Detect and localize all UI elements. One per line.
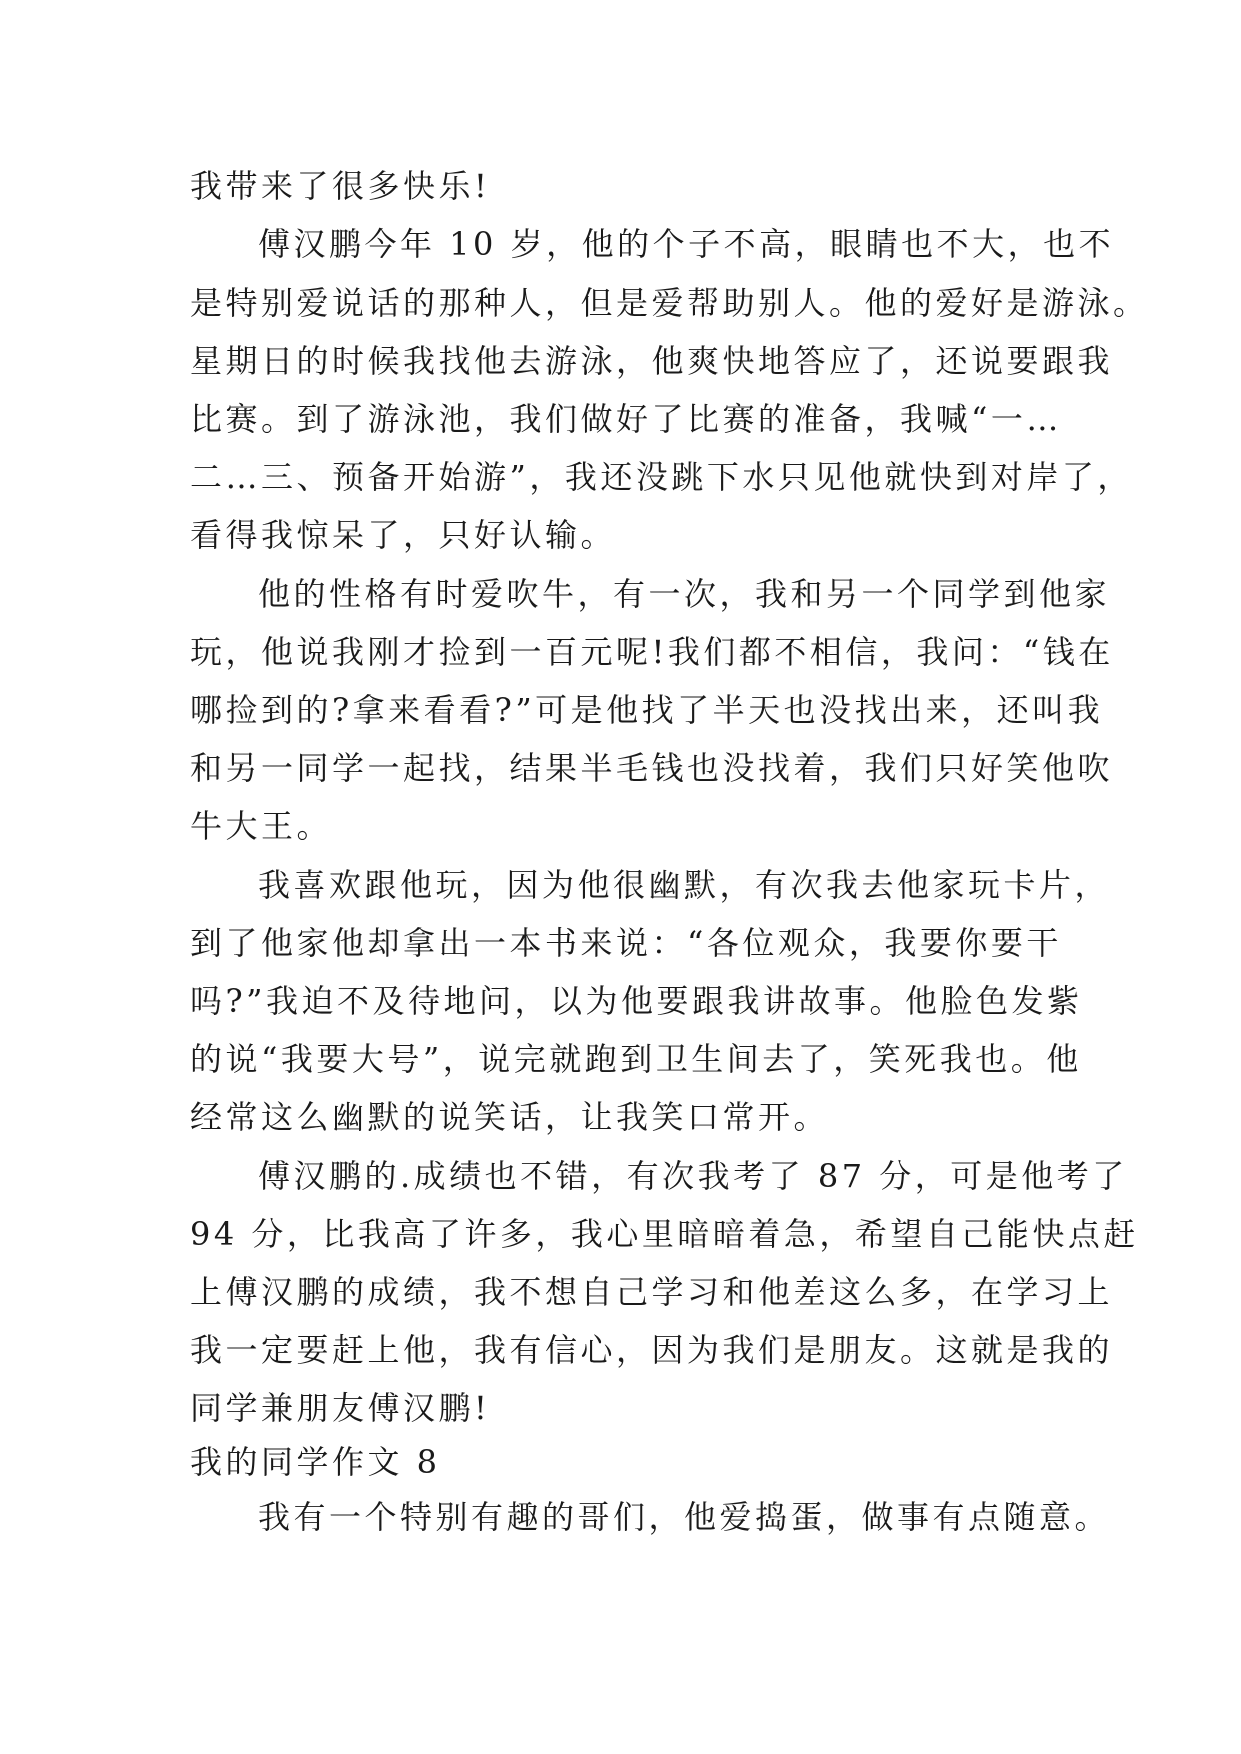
paragraph-first-line: 傅汉鹏今年 10 岁，他的个子不高，眼睛也不大，也不	[258, 225, 1115, 263]
text-line: 94 分，比我高了许多，我心里暗暗着急，希望自己能快点赶	[190, 1215, 1139, 1253]
text-line: 牛大王。	[190, 807, 333, 845]
text-line: 看得我惊呆了，只好认输。	[190, 516, 617, 554]
text-line: 比赛。到了游泳池，我们做好了比赛的准备，我喊“一…	[190, 400, 1062, 438]
text-line: 经常这么幽默的说笑话，让我笑口常开。	[190, 1098, 830, 1136]
text-line: 玩，他说我刚才捡到一百元呢!我们都不相信，我问：“钱在	[190, 633, 1114, 671]
paragraph-first-line: 他的性格有时爱吹牛，有一次，我和另一个同学到他家	[258, 575, 1111, 613]
text-line: 二…三、预备开始游”，我还没跳下水只见他就快到对岸了，	[190, 458, 1133, 496]
text-line: 星期日的时候我找他去游泳，他爽快地答应了，还说要跟我	[190, 342, 1114, 380]
text-line: 到了他家他却拿出一本书来说：“各位观众，我要你要干	[190, 924, 1062, 962]
paragraph-first-line: 我喜欢跟他玩，因为他很幽默，有次我去他家玩卡片，	[258, 866, 1111, 904]
text-line: 吗?”我迫不及待地问，以为他要跟我讲故事。他脸色发紫	[190, 982, 1083, 1020]
text-line: 和另一同学一起找，结果半毛钱也没找着，我们只好笑他吹	[190, 749, 1114, 787]
text-line: 的说“我要大号”，说完就跑到卫生间去了，笑死我也。他	[190, 1040, 1082, 1078]
text-line: 是特别爱说话的那种人，但是爱帮助别人。他的爱好是游泳。	[190, 284, 1149, 322]
text-line: 我带来了很多快乐!	[190, 167, 491, 205]
paragraph-first-line: 傅汉鹏的.成绩也不错，有次我考了 87 分，可是他考了	[258, 1157, 1128, 1195]
paragraph-first-line: 我有一个特别有趣的哥们，他爱捣蛋，做事有点随意。	[258, 1498, 1111, 1536]
text-line: 上傅汉鹏的成绩，我不想自己学习和他差这么多，在学习上	[190, 1273, 1114, 1311]
text-line: 哪捡到的?拿来看看?”可是他找了半天也没找出来，还叫我	[190, 691, 1104, 729]
text-line: 我一定要赶上他，我有信心，因为我们是朋友。这就是我的	[190, 1331, 1114, 1369]
text-line: 同学兼朋友傅汉鹏!	[190, 1389, 491, 1427]
section-heading: 我的同学作文 8	[190, 1443, 441, 1481]
